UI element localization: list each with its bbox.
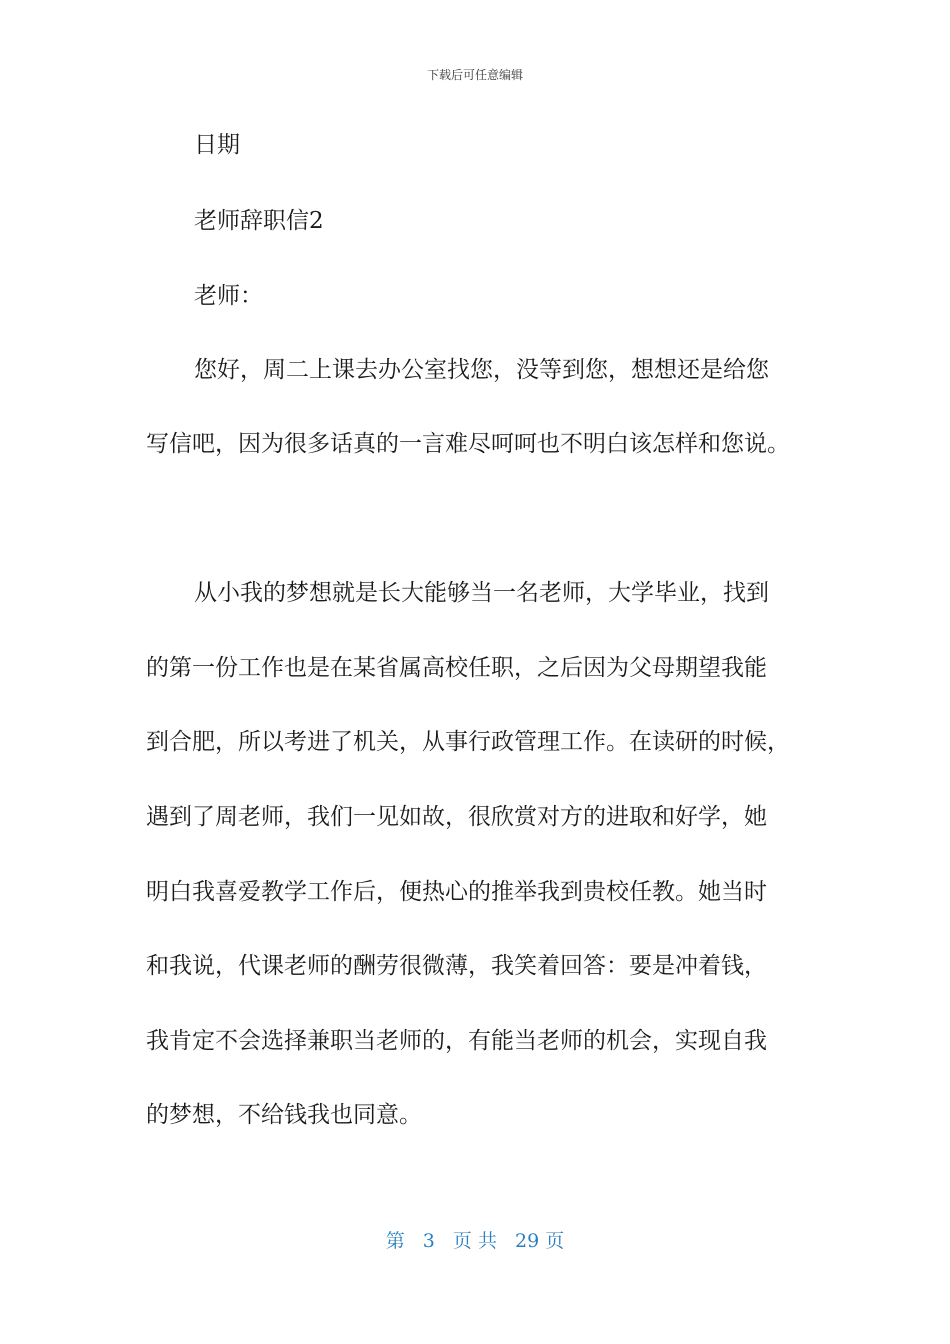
footer-mid: 页 共 [452,1230,497,1252]
paragraph2-line-6: 和我说，代课老师的酬劳很微薄，我笑着回答：要是冲着钱， [146,953,767,979]
page-footer [0,1226,950,1253]
paragraph2-line-8: 的梦想，不给钱我也同意。 [146,1102,422,1128]
footer-suffix: 页 [545,1230,565,1252]
paragraph2-line-4: 遇到了周老师，我们一见如故，很欣赏对方的进取和好学，她 [146,804,767,830]
paragraph2-line-2: 的第一份工作也是在某省属高校任职，之后因为父母期望我能 [146,655,767,681]
total-pages-number: 29 [515,1230,540,1252]
footer-prefix: 第 [385,1230,405,1252]
paragraph2-line-1: 从小我的梦想就是长大能够当一名老师，大学毕业，找到 [194,580,769,606]
current-page-number: 3 [422,1230,435,1252]
paragraph2-line-3: 到合肥，所以考进了机关，从事行政管理工作。在读研的时候， [146,729,790,755]
paragraph2-line-7: 我肯定不会选择兼职当老师的，有能当老师的机会，实现自我 [146,1028,767,1054]
section-title: 老师辞职信2 [194,208,324,234]
salutation: 老师： [194,283,263,309]
date-label: 日期 [194,132,240,158]
paragraph2-line-5: 明白我喜爱教学工作后，便热心的推举我到贵校任教。她当时 [146,879,767,905]
paragraph1-line-2: 写信吧，因为很多话真的一言难尽呵呵也不明白该怎样和您说。 [146,431,790,457]
header-note: 下载后可任意编辑 [426,68,523,82]
paragraph1-line-1: 您好，周二上课去办公室找您，没等到您，想想还是给您 [194,357,769,383]
